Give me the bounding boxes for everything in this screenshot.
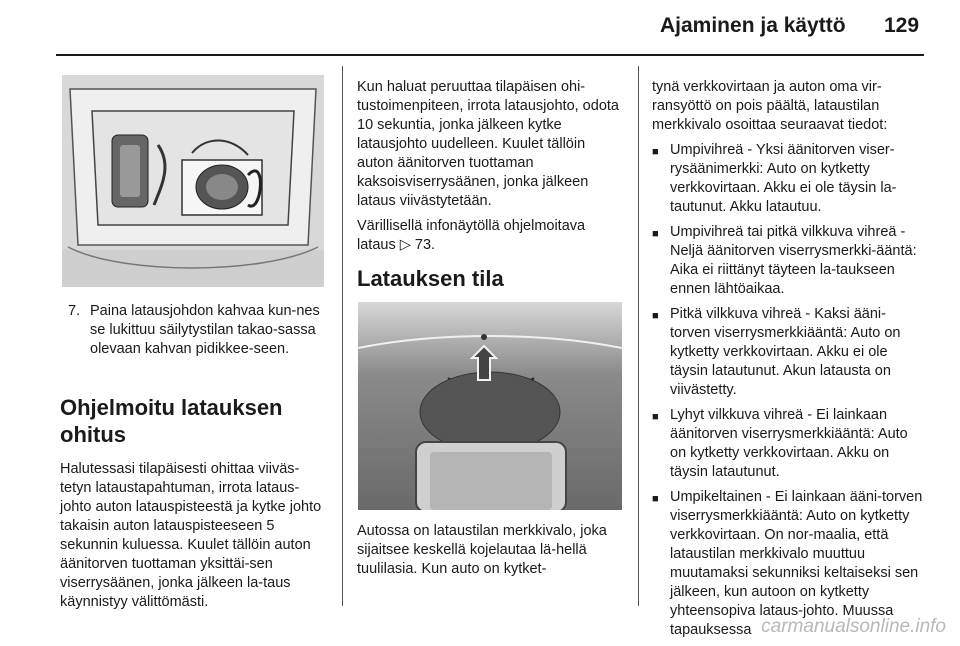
page-number: 129: [884, 14, 920, 37]
dashboard-illustration: [358, 302, 622, 510]
list-item: [652, 406, 924, 482]
step-text: Paina latausjohdon kahvaa kun-nes se lukittuu säilytystilan takao-sassa olevaan kahvan pidikkee-seen.: [90, 303, 320, 357]
column-3: [652, 78, 924, 646]
square-bullet-icon: ■: [652, 411, 659, 423]
list-item-text: Lyhyt vilkkuva vihreä - Ei lainkaan äänitorven viserrysmerkkiääntä: Auto on kytketty verkkovirtaan. Akku on täysin latautunut.: [670, 407, 908, 480]
column-1: [68, 302, 326, 359]
square-bullet-icon: ■: [652, 493, 659, 505]
step-7: [68, 302, 326, 359]
dashboard-indicator-figure: [358, 302, 622, 510]
list-item: [652, 141, 924, 217]
section-heading: Latauksen tila: [357, 266, 504, 291]
list-item-text: Umpivihreä - Yksi äänitorven viser-rysäänimerkki: Auto on kytketty verkkovirtaan. Akku ei ole täysin la-tautunut. Akku latautuu.: [670, 142, 897, 215]
paragraph: Halutessasi tilapäisesti ohittaa viiväs-tetyn lataustapahtuman, irrota lataus-johto auton latauspisteestä ja kytke johto takaisin auton latauspisteeseen 5 sekunnin kuluessa. Kuulet tällöin auton äänitorven tuottaman yksittäi-sen viserrysäänen, jonka jälkeen la-taus käynnistyy välittömästi.: [60, 461, 322, 610]
section-heading: Ohjelmoitu latauksen ohitus: [60, 395, 283, 447]
status-list: [652, 141, 924, 640]
page-reference[interactable]: 73.: [414, 237, 436, 253]
square-bullet-icon: ■: [652, 146, 659, 158]
square-bullet-icon: ■: [652, 310, 659, 322]
trunk-storage-figure: [62, 75, 324, 287]
list-item: [652, 223, 924, 299]
paragraph-text: Värillisellä infonäytöllä ohjelmoitava lataus: [357, 218, 586, 253]
trunk-storage-illustration: [62, 75, 324, 287]
step-number: 7.: [68, 303, 81, 319]
column-2: [357, 78, 622, 261]
list-item-text: Umpikeltainen - Ei lainkaan ääni-torven viserrysmerkkiääntä: Auto on kytketty verkkovirtaan. On nor-maalia, että lataustilan merkkivalo muuttuu muutamaksi sekunniksi keltaiseksi sen jälkeen, kun autoon on kytketty yhteensopiva lataus-johto. Muussa tapauksessa: [670, 489, 923, 638]
list-item: [652, 305, 924, 400]
watermark: carmanualsonline.info: [761, 616, 946, 637]
paragraph: Kun haluat peruuttaa tilapäisen ohi-tustoimenpiteen, irrota latausjohto, odota 10 sekuntia, jonka jälkeen kytke latausjohto uudelleen. Kuulet tällöin auton äänitorven tuottaman kaksoisviserrysäänen, jonka jälkeen lataus viivästytetään.: [357, 79, 619, 209]
square-bullet-icon: ■: [652, 228, 659, 240]
header-rule: [56, 54, 924, 56]
arrow-reference-icon[interactable]: ▷: [399, 237, 411, 253]
column-1-section: [60, 394, 330, 618]
paragraph: tynä verkkovirtaan ja auton oma vir-ransyöttö on pois päältä, lataustilan merkkivalo osoittaa seuraavat tiedot:: [652, 79, 888, 133]
column-2-bottom: [357, 522, 622, 585]
list-item-text: Pitkä vilkkuva vihreä - Kaksi ääni-torven viserrysmerkkiääntä: Auto on kytketty verkkovirtaan. Akku ei ole täysin latautunut. Akun latausta on viivästetty.: [670, 306, 901, 398]
column-divider: [342, 66, 343, 606]
section-title: Ajaminen ja käyttö: [660, 14, 846, 37]
list-item-text: Umpivihreä tai pitkä vilkkuva vihreä - Neljä äänitorven viserrysmerkki-ääntä: Aika ei riittänyt täyteen la-taukseen ennen lähtöaikaa.: [670, 224, 917, 297]
paragraph: [357, 217, 622, 255]
column-divider: [638, 66, 639, 606]
paragraph: Autossa on lataustilan merkkivalo, joka sijaitsee keskellä kojelautaa lä-hellä tuulilasia. Kun auto on kytket-: [357, 523, 607, 577]
